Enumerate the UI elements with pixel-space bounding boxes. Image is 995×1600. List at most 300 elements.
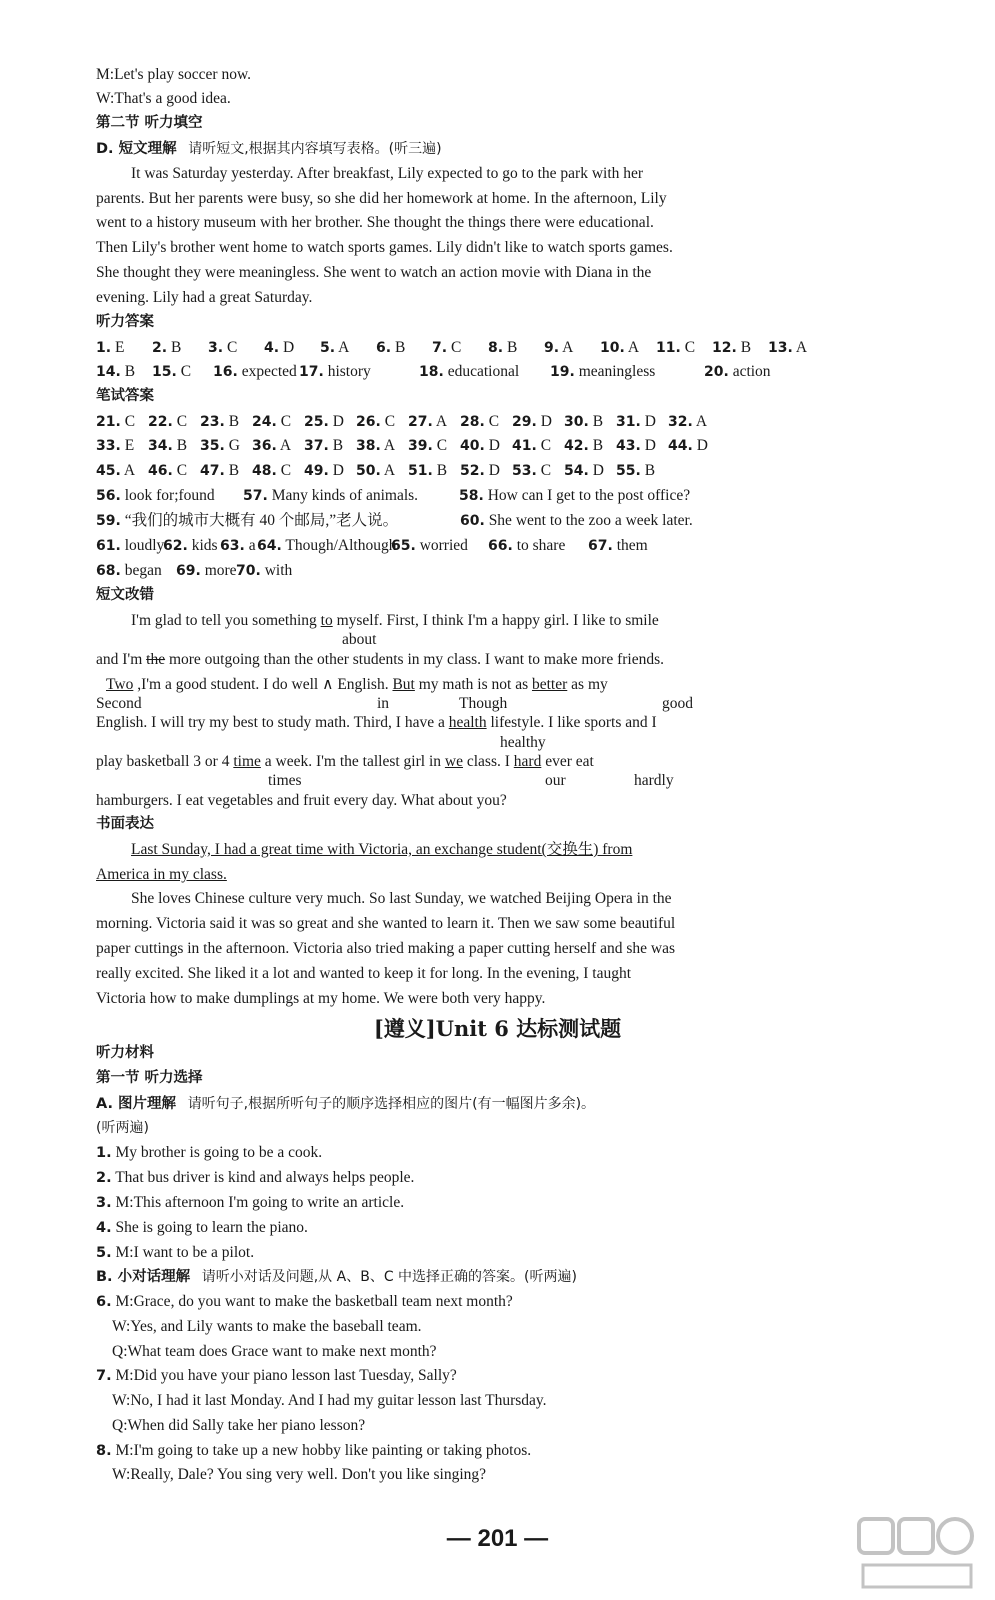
answer-value: A — [120, 462, 136, 479]
item-number: 1. — [96, 1145, 112, 1161]
writing-line: She loves Chinese culture very much. So last Sunday, we watched Beijing Opera in the — [131, 890, 672, 907]
answer-cell — [488, 538, 588, 554]
answer-cell — [96, 563, 176, 579]
answer-cell — [252, 414, 304, 430]
answer-value: B — [328, 437, 344, 454]
answer-row — [96, 488, 719, 504]
answer-number: 39. — [408, 438, 433, 454]
answer-value: B — [503, 339, 518, 356]
text: ,I'm a good student. I do well — [133, 676, 323, 693]
answer-value: C — [276, 413, 292, 430]
text: English. — [333, 676, 393, 693]
answer-number: 40. — [460, 438, 485, 454]
error-word: better — [531, 676, 568, 693]
answer-cell — [96, 438, 148, 454]
answer-cell — [668, 438, 720, 454]
answer-cell — [243, 488, 459, 504]
answer-cell — [320, 340, 376, 356]
error-word: health — [448, 714, 487, 731]
answer-value: D — [692, 437, 708, 454]
answer-value: D — [536, 413, 552, 430]
answer-number: 32. — [668, 414, 693, 430]
list-item — [96, 1170, 414, 1186]
answer-number: 41. — [512, 438, 537, 454]
answer-number: 64. — [257, 538, 282, 554]
correction-fix: Though — [459, 695, 508, 712]
answer-number: 58. — [459, 488, 484, 504]
answer-value: expected — [237, 363, 297, 380]
answer-number: 36. — [252, 438, 277, 454]
watermark-logo — [857, 1515, 977, 1595]
error-word: we — [444, 753, 463, 770]
list-item — [96, 1145, 322, 1161]
answer-value: to share — [512, 537, 566, 554]
item-number: 2. — [96, 1170, 112, 1186]
answer-number: 26. — [356, 414, 381, 430]
part-a-heading — [96, 1096, 595, 1112]
answer-cell — [600, 340, 656, 356]
answer-cell — [488, 340, 544, 356]
answer-cell — [460, 513, 740, 529]
caret-mark: ∧ — [322, 676, 334, 693]
answer-number: 8. — [488, 340, 504, 356]
answer-number: 1. — [96, 340, 112, 356]
passage-line: It was Saturday yesterday. After breakfast, Lily expected to go to the park with her — [131, 165, 644, 182]
answer-number: 5. — [320, 340, 336, 356]
answer-cell — [304, 414, 356, 430]
correction-line — [96, 652, 664, 668]
answer-number: 29. — [512, 414, 537, 430]
text: class. I — [462, 753, 514, 770]
answer-cell — [236, 563, 296, 579]
answer-number: 48. — [252, 463, 277, 479]
correction-fix: healthy — [500, 734, 546, 751]
answer-number: 45. — [96, 463, 121, 479]
answer-number: 65. — [391, 538, 416, 554]
answer-number: 50. — [356, 463, 381, 479]
answer-number: 62. — [163, 538, 188, 554]
answer-number: 16. — [213, 364, 238, 380]
answer-number: 38. — [356, 438, 381, 454]
answer-value: D — [588, 462, 604, 479]
answer-number: 69. — [176, 563, 201, 579]
item-number: 4. — [96, 1220, 112, 1236]
answer-number: 24. — [252, 414, 277, 430]
answer-value: B — [391, 339, 406, 356]
watermark-icon — [857, 1515, 977, 1595]
answer-number: 21. — [96, 414, 121, 430]
answer-value: D — [640, 437, 656, 454]
answer-value: A — [559, 339, 574, 356]
answer-value: began — [120, 562, 162, 579]
answer-number: 23. — [200, 414, 225, 430]
answer-number: 42. — [564, 438, 589, 454]
answer-value: more — [200, 562, 237, 579]
answer-number: 61. — [96, 538, 121, 554]
answer-cell — [304, 463, 356, 479]
answer-cell — [152, 340, 208, 356]
answer-cell — [408, 463, 460, 479]
answer-cell — [148, 414, 200, 430]
dialog-line-w: W:That's a good idea. — [96, 90, 231, 107]
answer-cell — [96, 414, 148, 430]
passage-line: parents. But her parents were busy, so she did her homework at home. In the afternoon, Lily — [96, 190, 667, 207]
answer-cell — [200, 414, 252, 430]
material-heading: 听力材料 — [96, 1045, 154, 1061]
answer-cell — [200, 463, 252, 479]
answer-value: D — [640, 413, 656, 430]
text: I'm glad to tell you something — [131, 612, 321, 629]
answer-number: 43. — [616, 438, 641, 454]
answer-cell — [616, 438, 668, 454]
answer-value: C — [172, 413, 188, 430]
answer-value: D — [279, 339, 295, 356]
item-text: M:This afternoon I'm going to write an article. — [115, 1194, 405, 1211]
part-b-instruction: 请听小对话及问题,从 A、B、C 中选择正确的答案。(听两遍) — [201, 1269, 577, 1285]
answer-cell — [550, 364, 704, 380]
writing-line: Victoria how to make dumplings at my home. We were both very happy. — [96, 990, 546, 1007]
part-d-heading — [96, 141, 442, 157]
answer-cell — [704, 364, 784, 380]
part-d-label: D. 短文理解 — [96, 141, 177, 157]
answer-cell — [564, 414, 616, 430]
answer-cell — [419, 364, 550, 380]
error-word: the — [146, 651, 166, 668]
answer-cell — [220, 538, 257, 554]
part-d-instruction: 请听短文,根据其内容填写表格。(听三遍) — [188, 141, 442, 157]
listening-answers-heading: 听力答案 — [96, 314, 154, 330]
text: myself. First, I think I'm a happy girl. I like to smile — [332, 612, 659, 629]
answer-value: B — [120, 363, 136, 380]
answer-value: C — [223, 339, 238, 356]
item-number: 7. — [96, 1368, 112, 1384]
answer-value: C — [172, 462, 188, 479]
answer-value: B — [224, 413, 240, 430]
unit-title: [遵义]Unit 6 达标测试题 — [373, 1016, 622, 1041]
dialog-line: W:No, I had it last Monday. And I had my guitar lesson last Thursday. — [112, 1392, 547, 1409]
dialog-question: Q:What team does Grace want to make next month? — [112, 1343, 437, 1360]
answer-row — [96, 414, 720, 430]
answer-number: 30. — [564, 414, 589, 430]
text: play basketball 3 or 4 — [96, 753, 234, 770]
error-word: But — [392, 676, 415, 693]
part-a-instruction-cont: (听两遍) — [96, 1120, 149, 1136]
answer-number: 33. — [96, 438, 121, 454]
answer-value: A — [692, 413, 708, 430]
correction-heading: 短文改错 — [96, 587, 154, 603]
item-text: M:I want to be a pilot. — [115, 1244, 255, 1261]
answer-cell — [512, 414, 564, 430]
answer-number: 20. — [704, 364, 729, 380]
answer-cell — [96, 340, 152, 356]
answer-number: 11. — [656, 340, 681, 356]
correction-line — [96, 677, 608, 693]
answer-value: A — [380, 462, 396, 479]
answer-value: She went to the zoo a week later. — [484, 512, 693, 529]
answer-cell — [148, 438, 200, 454]
answer-number: 18. — [419, 364, 444, 380]
answer-cell — [460, 438, 512, 454]
answer-number: 28. — [460, 414, 485, 430]
answer-number: 67. — [588, 538, 613, 554]
answer-number: 22. — [148, 414, 173, 430]
answer-cell — [668, 414, 720, 430]
answer-number: 6. — [376, 340, 392, 356]
item-text: That bus driver is kind and always helps people. — [115, 1169, 415, 1186]
answer-cell — [356, 414, 408, 430]
item-text: M:I'm going to take up a new hobby like painting or taking photos. — [115, 1442, 532, 1459]
correction-fix: in — [377, 695, 390, 712]
answer-number: 4. — [264, 340, 280, 356]
answer-cell — [512, 463, 564, 479]
item-number: 3. — [96, 1195, 112, 1211]
answer-value: them — [612, 537, 648, 554]
answer-cell — [391, 538, 488, 554]
answer-cell — [432, 340, 488, 356]
answer-cell — [564, 463, 616, 479]
answer-cell — [304, 438, 356, 454]
answer-row — [96, 563, 296, 579]
answer-number: 10. — [600, 340, 625, 356]
text: more outgoing than the other students in my class. I want to make more friends. — [165, 651, 664, 668]
dialog-item — [96, 1443, 531, 1459]
passage-line: evening. Lily had a great Saturday. — [96, 289, 313, 306]
answer-value: with — [260, 562, 293, 579]
item-text: My brother is going to be a cook. — [115, 1144, 323, 1161]
text: a week. I'm the tallest girl in — [260, 753, 445, 770]
answer-cell — [656, 340, 712, 356]
answer-cell — [264, 340, 320, 356]
answer-cell — [460, 463, 512, 479]
answer-row — [96, 438, 720, 454]
written-answers-heading: 笔试答案 — [96, 388, 154, 404]
item-text: She is going to learn the piano. — [115, 1219, 308, 1236]
answer-value: D — [484, 437, 500, 454]
answer-number: 68. — [96, 563, 121, 579]
answer-value: G — [224, 437, 240, 454]
answer-number: 15. — [152, 364, 177, 380]
answer-value: a — [244, 537, 256, 554]
answer-value: C — [484, 413, 500, 430]
answer-cell — [96, 488, 243, 504]
answer-cell — [96, 513, 460, 529]
answer-value: A — [792, 339, 808, 356]
answer-cell — [257, 537, 397, 554]
error-word: time — [233, 753, 261, 770]
answer-cell — [616, 414, 668, 430]
answer-value: A — [276, 437, 292, 454]
answer-value: C — [447, 339, 462, 356]
answer-number: 14. — [96, 364, 121, 380]
answer-cell — [96, 463, 148, 479]
answer-cell — [564, 438, 616, 454]
answer-value: C — [536, 462, 552, 479]
answer-number: 34. — [148, 438, 173, 454]
answer-cell — [176, 563, 236, 579]
correction-fix: our — [545, 772, 566, 789]
answer-cell — [376, 340, 432, 356]
answer-cell — [163, 538, 220, 554]
answer-value: B — [432, 462, 448, 479]
answer-cell — [712, 340, 768, 356]
answer-cell — [299, 364, 419, 380]
answer-value: How can I get to the post office? — [483, 487, 691, 504]
list-item — [96, 1220, 308, 1236]
error-word: to — [320, 612, 333, 629]
answer-value: B — [640, 462, 656, 479]
list-item — [96, 1195, 404, 1211]
dialog-question: Q:When did Sally take her piano lesson? — [112, 1417, 366, 1434]
answer-number: 46. — [148, 463, 173, 479]
answer-number: 52. — [460, 463, 485, 479]
answer-cell — [768, 340, 824, 356]
answer-value: history — [323, 363, 371, 380]
answer-number: 47. — [200, 463, 225, 479]
writing-line: morning. Victoria said it was so great and she wanted to learn it. Then we saw some beautiful — [96, 915, 676, 932]
answer-cell — [208, 340, 264, 356]
answer-number: 51. — [408, 463, 433, 479]
answer-value: worried — [415, 537, 468, 554]
answer-value: educational — [443, 363, 520, 380]
answer-number: 19. — [550, 364, 575, 380]
correction-fix: times — [268, 772, 302, 789]
answer-number: 7. — [432, 340, 448, 356]
answer-cell — [512, 438, 564, 454]
section-heading: 第二节 听力填空 — [96, 115, 203, 131]
answer-value: C — [536, 437, 552, 454]
answer-cell — [460, 414, 512, 430]
answer-value: D — [328, 413, 344, 430]
answer-value: “我们的城市大概有 40 个邮局,”老人说。 — [120, 512, 399, 529]
answer-value: C — [680, 339, 696, 356]
answer-value: A — [335, 339, 350, 356]
answer-number: 53. — [512, 463, 537, 479]
answer-number: 27. — [408, 414, 433, 430]
answer-value: loudly — [120, 537, 165, 554]
answer-value: Though/Although — [281, 537, 397, 554]
answer-cell — [152, 364, 213, 380]
error-word: Two — [106, 676, 134, 693]
text: and I'm — [96, 651, 147, 668]
passage-line: Then Lily's brother went home to watch sports games. Lily didn't like to watch sports games. — [96, 239, 673, 256]
answer-value: A — [624, 339, 640, 356]
dialog-item — [96, 1368, 457, 1384]
answer-number: 60. — [460, 513, 485, 529]
answer-cell — [616, 463, 668, 479]
answer-number: 49. — [304, 463, 329, 479]
writing-heading: 书面表达 — [96, 816, 154, 832]
part-a-instruction: 请听句子,根据所听句子的顺序选择相应的图片(有一幅图片多余)。 — [187, 1096, 596, 1112]
answer-cell — [148, 463, 200, 479]
answer-value: Many kinds of animals. — [267, 487, 419, 504]
writing-line: paper cuttings in the afternoon. Victoria also tried making a paper cutting herself and she was — [96, 940, 675, 957]
answer-number: 3. — [208, 340, 224, 356]
answer-value: A — [432, 413, 448, 430]
answer-cell — [252, 438, 304, 454]
answer-value: meaningless — [574, 363, 656, 380]
answer-value: B — [588, 437, 604, 454]
correction-fix: about — [342, 631, 377, 648]
answer-cell — [408, 414, 460, 430]
answer-value: B — [167, 339, 182, 356]
answer-number: 35. — [200, 438, 225, 454]
answer-value: action — [728, 363, 771, 380]
answer-value: C — [120, 413, 136, 430]
answer-number: 37. — [304, 438, 329, 454]
item-number: 5. — [96, 1245, 112, 1261]
answer-cell — [408, 438, 460, 454]
writing-line: really excited. She liked it a lot and wanted to keep it for long. In the evening, I taught — [96, 965, 632, 982]
answer-cell — [588, 538, 658, 554]
item-number: 8. — [96, 1443, 112, 1459]
part-b-heading — [96, 1269, 577, 1285]
part-b-label: B. 小对话理解 — [96, 1269, 191, 1285]
dialog-line: W:Yes, and Lily wants to make the baseball team. — [112, 1318, 422, 1335]
answer-value: B — [736, 339, 752, 356]
text: as my — [567, 676, 608, 693]
correction-line — [131, 613, 659, 629]
answer-value: B — [588, 413, 604, 430]
answer-number: 13. — [768, 340, 793, 356]
answer-number: 44. — [668, 438, 693, 454]
dialog-line-m: M:Let's play soccer now. — [96, 66, 252, 83]
answer-value: D — [328, 462, 344, 479]
answer-cell — [356, 463, 408, 479]
writing-topic: Last Sunday, I had a great time with Victoria, an exchange student(交换生) from — [131, 841, 633, 858]
answer-number: 70. — [236, 563, 261, 579]
answer-value: B — [224, 462, 240, 479]
error-word: hard — [513, 753, 542, 770]
answer-cell — [96, 364, 152, 380]
answer-number: 9. — [544, 340, 560, 356]
answer-row — [96, 538, 658, 554]
answer-number: 56. — [96, 488, 121, 504]
correction-fix: Second — [96, 695, 142, 712]
correction-fix: hardly — [634, 772, 674, 789]
dialog-item — [96, 1294, 513, 1310]
answer-number: 63. — [220, 538, 245, 554]
part-a-label: A. 图片理解 — [96, 1096, 177, 1112]
answer-number: 25. — [304, 414, 329, 430]
list-item — [96, 1245, 254, 1261]
answer-value: C — [432, 437, 448, 454]
answer-row — [96, 364, 784, 380]
item-text: M:Did you have your piano lesson last Tuesday, Sally? — [115, 1367, 457, 1384]
answer-cell — [544, 340, 600, 356]
answer-number: 2. — [152, 340, 168, 356]
writing-topic: America in my class. — [96, 866, 227, 883]
answer-cell — [96, 538, 163, 554]
answer-cell — [213, 364, 299, 380]
correction-line — [96, 754, 594, 770]
answer-row — [96, 340, 824, 356]
dialog-line: W:Really, Dale? You sing very well. Don't you like singing? — [112, 1466, 487, 1483]
answer-cell — [252, 463, 304, 479]
answer-number: 17. — [299, 364, 324, 380]
answer-value: E — [111, 339, 125, 356]
answer-cell — [356, 438, 408, 454]
answer-number: 55. — [616, 463, 641, 479]
text: lifestyle. I like sports and I — [486, 714, 657, 731]
item-text: M:Grace, do you want to make the basketball team next month? — [115, 1293, 513, 1310]
passage-line: She thought they were meaningless. She went to watch an action movie with Diana in the — [96, 264, 652, 281]
answer-value: E — [120, 437, 135, 454]
text: my math is not as — [414, 676, 532, 693]
answer-value: kids — [187, 537, 218, 554]
answer-number: 54. — [564, 463, 589, 479]
answer-number: 31. — [616, 414, 641, 430]
text: ever eat — [541, 753, 594, 770]
